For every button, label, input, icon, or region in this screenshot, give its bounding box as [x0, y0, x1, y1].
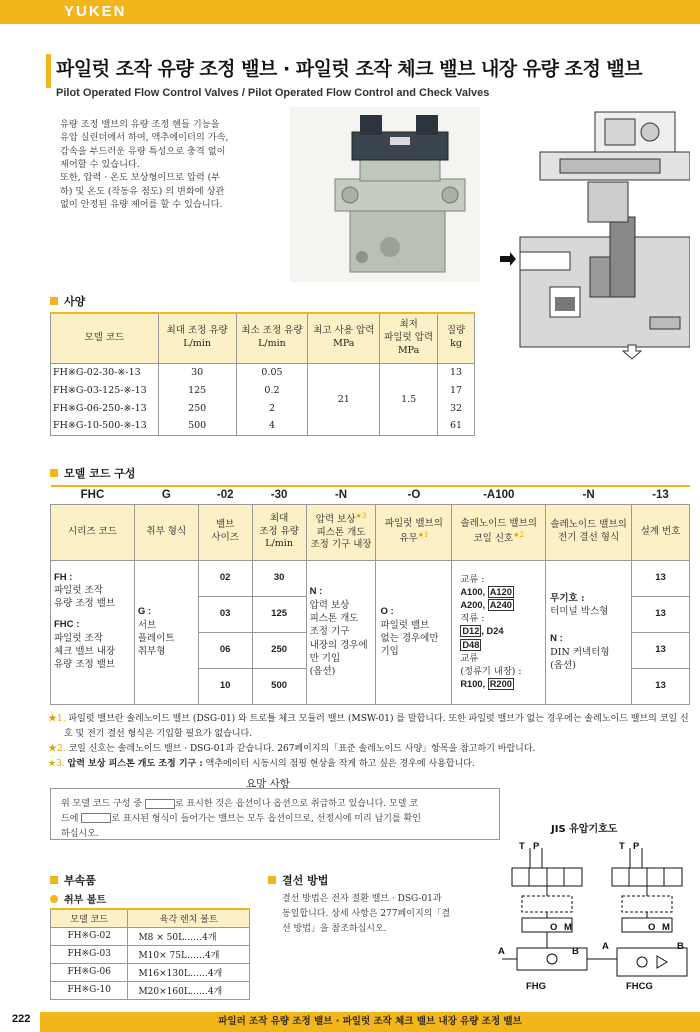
footnote-text: 파일럿 밸브란 솔레노이드 밸브 (DSG-01) 와 트로틀 체크 모듈러 밸브 (MSW-01) 를 말합니다. 또한 파일럿 밸브가 없는 경우에는 솔레노이드 밸브의 코일 신호 및 전기 결선 형식은 기입할 필요가 없습니다. — [64, 714, 689, 739]
intro-paragraph — [60, 118, 260, 211]
spec-min-cell: 2 — [236, 399, 308, 417]
piston-desc: 압력 보상 — [309, 599, 350, 611]
wiring-heading-text: 결선 방법 — [282, 874, 329, 887]
piston-desc: 내장의 경우에 — [309, 639, 368, 651]
request-title: 요망 사항 — [246, 778, 290, 790]
intro-line: 없이 안정된 유량 제어를 할 수 있습니다. — [60, 199, 223, 211]
footnote-text: 액추에이터 시동시의 점핑 현상을 작게 하고 싶은 경우에 사용합니다. — [205, 758, 475, 769]
bolt-model-cell: FH※G-02 — [51, 927, 128, 945]
spec-header-model: 모델 코드 — [51, 313, 159, 363]
page-subtitle: Pilot Operated Flow Control Valves / Pilot Operated Flow Control and Check Valves — [56, 87, 490, 99]
parts-heading-text: 부속품 — [64, 874, 96, 887]
flow-option: 500 — [252, 668, 306, 704]
spec-max-cell: 125 — [158, 381, 236, 399]
series-fhc-desc: 유량 조정 밸브 — [54, 659, 116, 671]
piston-code: N : — [309, 586, 323, 598]
spec-min-cell: 0.2 — [236, 381, 308, 399]
port-p-label: P — [633, 841, 640, 852]
bullet-dot-icon — [50, 895, 58, 903]
size-option: 10 — [198, 668, 252, 704]
series-fh-desc: 유량 조정 밸브 — [54, 598, 116, 610]
jis-title: JIS 유압기호도 — [551, 824, 618, 835]
code-flow: -30 — [252, 486, 306, 504]
mount-options-cell — [134, 560, 198, 704]
footnote-3 — [48, 757, 693, 772]
mount-desc: 서브 — [137, 619, 157, 631]
sectional-diagram — [500, 107, 690, 362]
footnote-1 — [48, 712, 693, 742]
port-a-label: A — [602, 941, 609, 952]
section-marker-icon — [50, 469, 58, 477]
wire-n-desc: DIN 커넥터형 — [550, 646, 610, 658]
parts-section-heading — [50, 872, 96, 888]
series-fhc-code: FHC : — [54, 619, 80, 631]
bolt-model-cell: FH※G-06 — [51, 963, 128, 981]
design-option: 13 — [632, 668, 690, 704]
spec-max-cell: 250 — [158, 399, 236, 417]
pilot-options-cell — [376, 560, 452, 704]
bolt-subheading-text: 취부 볼트 — [64, 895, 107, 906]
intro-line: 유량 조정 밸브의 유량 조정 핸들 기능을 — [60, 119, 220, 130]
design-option: 13 — [632, 632, 690, 668]
piston-desc: (옵션) — [309, 666, 336, 678]
footnote-bold: 압력 보상 피스톤 개도 조정 기구 : — [67, 758, 203, 769]
section-marker-icon — [268, 876, 276, 884]
bolt-model-cell: FH※G-03 — [51, 945, 128, 963]
spec-mass-cell: 13 — [438, 363, 475, 381]
footnote-mark: ★2. — [48, 743, 66, 754]
code-mount: G — [134, 486, 198, 504]
port-a-label: A — [498, 946, 505, 957]
wire-none-code: 무기호 : — [550, 592, 585, 604]
coil-rect: R100, — [460, 678, 486, 689]
spec-pilot-cell: 1.5 — [380, 363, 438, 435]
bolt-spec-cell: M10× 75L……4개 — [128, 945, 250, 963]
head-size: 밸브 사이즈 — [198, 504, 252, 560]
series-options-cell — [51, 560, 135, 704]
section-marker-icon — [50, 297, 58, 305]
bolt-spec-cell: M16×130L……4개 — [128, 963, 250, 981]
wire-n-desc: (옵션) — [550, 659, 576, 671]
bolt-header-bolt: 육각 렌치 볼트 — [128, 909, 250, 927]
head-series: 시리즈 코드 — [51, 504, 135, 560]
request-line — [61, 812, 489, 827]
pilot-desc: 파일럿 밸브 — [380, 619, 430, 631]
spec-pressure-cell: 21 — [308, 363, 380, 435]
footer-bar — [40, 1012, 700, 1032]
page-number: 222 — [12, 1013, 31, 1025]
mount-desc: 취부형 — [137, 646, 166, 658]
bolt-table — [50, 908, 250, 1000]
request-box — [50, 788, 500, 840]
head-flow: 최대 조정 유량 L/min — [252, 504, 306, 560]
head-pilot: 파일럿 밸브의 유무$^{★1}$ — [376, 504, 452, 560]
code-wiring: -N — [546, 486, 632, 504]
fhg-label: FHG — [526, 981, 547, 992]
request-text: 드에 — [61, 813, 79, 824]
code-design: -13 — [632, 486, 690, 504]
bolt-model-cell: FH※G-10 — [51, 981, 128, 999]
port-b-label: B — [677, 941, 684, 952]
section-marker-icon — [50, 876, 58, 884]
series-fh-desc: 파일럿 조작 — [54, 584, 103, 596]
option-blank-box — [145, 799, 175, 809]
head-design: 설계 번호 — [632, 504, 690, 560]
flow-option: 250 — [252, 632, 306, 668]
port-m-label: M — [662, 922, 670, 933]
option-blank-box — [81, 813, 111, 823]
bolt-spec-cell: M20×160L……4개 — [128, 981, 250, 999]
port-b-label: B — [572, 946, 579, 957]
spec-min-cell: 4 — [236, 417, 308, 435]
coil-rect-sub: (정류기 내장) : — [460, 665, 522, 677]
piston-desc: 피스톤 개도 — [309, 613, 359, 625]
code-coil: -A100 — [452, 486, 546, 504]
piston-options-cell — [306, 560, 376, 704]
wiring-line: 선 방법」을 참조하십시오. — [282, 923, 387, 934]
spec-model-cell: FH※G-06-250-※-13 — [51, 399, 159, 417]
coil-ac-label: 교류 : — [460, 574, 485, 586]
flow-option: 125 — [252, 596, 306, 632]
series-fhc-desc: 파일럿 조작 — [54, 632, 103, 644]
request-text: 하십시오. — [61, 828, 99, 839]
spec-table — [50, 312, 475, 436]
coil-rect-box: R200 — [489, 678, 512, 689]
coil-ac1-box: A120 — [489, 587, 512, 598]
spec-min-cell: 0.05 — [236, 363, 308, 381]
coil-options-cell — [452, 560, 546, 704]
size-option: 03 — [198, 596, 252, 632]
intro-line: 하) 및 온도 (작동유 점도) 의 변화에 상관 — [60, 185, 225, 197]
footnote-mark: ★3. — [48, 758, 65, 769]
fhcg-label: FHCG — [626, 981, 653, 992]
series-fhc-desc: 체크 밸브 내장 — [54, 645, 116, 657]
coil-ac-line2 — [460, 599, 545, 612]
intro-line: 제어할 수 있습니다. — [60, 159, 140, 171]
mount-code: G : — [137, 606, 152, 618]
coil-dc-line1 — [460, 625, 545, 638]
model-code-table — [50, 485, 690, 705]
wire-n-code: N : — [550, 633, 563, 645]
size-option: 02 — [198, 560, 252, 596]
coil-ac-line1 — [460, 586, 545, 599]
yuken-logo: YUKEN — [64, 3, 127, 20]
request-text: 위 모델 코드 구성 중 — [61, 799, 142, 809]
spec-header-min-flow: 최소 조정 유량 L/min — [236, 313, 308, 363]
mount-desc: 플레이트 — [137, 633, 175, 644]
coil-dc2-box: D48 — [462, 639, 480, 650]
piston-desc: 만 기입 — [309, 652, 341, 664]
spec-header-max-flow: 최대 조정 유량 L/min — [158, 313, 236, 363]
spec-mass-cell: 17 — [438, 381, 475, 399]
footnote-text: 코일 신호는 솔레노이드 밸브 · DSG-01과 같습니다. 267페이지의「표준 솔레노이드 사양」항목을 참고하기 바랍니다. — [68, 743, 536, 754]
port-p-label: P — [533, 841, 540, 852]
size-option: 06 — [198, 632, 252, 668]
product-photo — [290, 107, 480, 282]
port-o-label: O — [648, 922, 656, 933]
head-wiring: 솔레노이드 밸브의 전기 결선 형식 — [546, 504, 632, 560]
spec-header-pressure: 최고 사용 압력 MPa — [308, 313, 380, 363]
code-size: -02 — [198, 486, 252, 504]
footer-text: 파일러 조작 유량 조정 밸브 · 파일럿 조작 체크 밸브 내장 유량 조정 밸브 — [218, 1016, 522, 1027]
head-piston: 압력 보상$^{★3}$ 피스톤 개도 조정 기구 내장 — [306, 504, 376, 560]
coil-ac2-box: A240 — [489, 600, 512, 611]
page-title: 파일럿 조작 유량 조정 밸브 · 파일럿 조작 체크 밸브 내장 유량 조정 밸브 — [56, 58, 643, 80]
coil-ac2: A200, — [460, 600, 486, 611]
code-piston: -N — [306, 486, 376, 504]
head-coil: 솔레노이드 밸브의 코일 신호$^{★2}$ — [452, 504, 546, 560]
code-series: FHC — [51, 486, 135, 504]
model-code-section-heading — [50, 465, 135, 481]
spec-header-pilot: 최저 파일럿 압력 MPa — [380, 313, 438, 363]
star1-mark: ★1 — [417, 530, 429, 539]
wiring-paragraph — [282, 892, 487, 937]
footnotes — [48, 712, 693, 771]
head-mount: 취부 형식 — [134, 504, 198, 560]
intro-line: 또한, 압력 · 온도 보상형이므로 압력 (부 — [60, 172, 221, 184]
coil-dc1-box: D12 — [462, 626, 480, 637]
wire-none-desc: 터미널 박스형 — [550, 606, 609, 618]
wiring-line: 동일합니다. 상세 사항은 277페이지의「결 — [282, 908, 451, 919]
port-o-label: O — [550, 922, 558, 933]
port-t-label: T — [619, 841, 625, 852]
spec-max-cell: 30 — [158, 363, 236, 381]
spec-header-mass: 질량 kg — [438, 313, 475, 363]
spec-heading-text: 사양 — [64, 295, 86, 308]
spec-model-cell: FH※G-03-125-※-13 — [51, 381, 159, 399]
pilot-code: O : — [380, 606, 394, 618]
piston-desc: 조정 기구 — [309, 626, 350, 638]
coil-rect-label: 교류 — [460, 652, 479, 664]
spec-section-heading — [50, 293, 85, 309]
spec-model-cell: FH※G-02-30-※-13 — [51, 363, 159, 381]
series-fh-code: FH : — [54, 571, 73, 583]
pilot-desc: 기입 — [380, 646, 399, 658]
coil-ac1: A100, — [460, 587, 486, 598]
port-t-label: T — [519, 841, 525, 852]
request-line — [61, 797, 489, 812]
footnote-mark: ★1. — [48, 714, 66, 724]
wiring-line: 결선 방법은 전자 절환 밸브 · DSG-01과 — [282, 894, 442, 904]
intro-line: 유압 실린더에서 하여, 액추에이터의 가속, — [60, 132, 229, 144]
jis-symbol-diagram — [492, 838, 692, 996]
star2-mark: ★2 — [513, 530, 524, 539]
page-title-block — [50, 54, 690, 99]
bolt-subheading — [50, 891, 106, 906]
port-m-label: M — [564, 922, 572, 933]
code-pilot: -O — [376, 486, 452, 504]
request-text: 로 표시한 것은 옵션이나 옵션으로 취급하고 있습니다. 모델 코 — [174, 799, 418, 809]
design-option: 13 — [632, 596, 690, 632]
design-option: 13 — [632, 560, 690, 596]
bolt-spec-cell: M8 × 50L……4개 — [128, 927, 250, 945]
spec-max-cell: 500 — [158, 417, 236, 435]
footnote-2 — [48, 742, 693, 757]
flow-option: 30 — [252, 560, 306, 596]
bolt-header-model: 모델 코드 — [51, 909, 128, 927]
request-text: 로 표시된 형식이 들어가는 밸브는 모두 옵션이므로, 선정시에 미리 납기를 확인 — [111, 813, 421, 824]
coil-dc-label: 직류 : — [460, 613, 485, 625]
spec-model-cell: FH※G-10-500-※-13 — [51, 417, 159, 435]
spec-mass-cell: 61 — [438, 417, 475, 435]
intro-line: 감속을 부드러운 유량 특성으로 충격 없이 — [60, 145, 226, 157]
coil-dc1: , D24 — [481, 626, 504, 637]
spec-mass-cell: 32 — [438, 399, 475, 417]
star3-mark: ★3 — [355, 511, 367, 520]
pilot-desc: 없는 경우에만 — [380, 633, 439, 644]
wiring-options-cell — [546, 560, 632, 704]
title-accent-bar — [46, 54, 51, 88]
model-code-heading-text: 모델 코드 구성 — [64, 467, 136, 480]
wiring-section-heading — [268, 872, 328, 888]
top-brand-bar — [0, 0, 700, 24]
coil-rect-line — [460, 678, 545, 691]
coil-dc-line2 — [460, 639, 545, 652]
